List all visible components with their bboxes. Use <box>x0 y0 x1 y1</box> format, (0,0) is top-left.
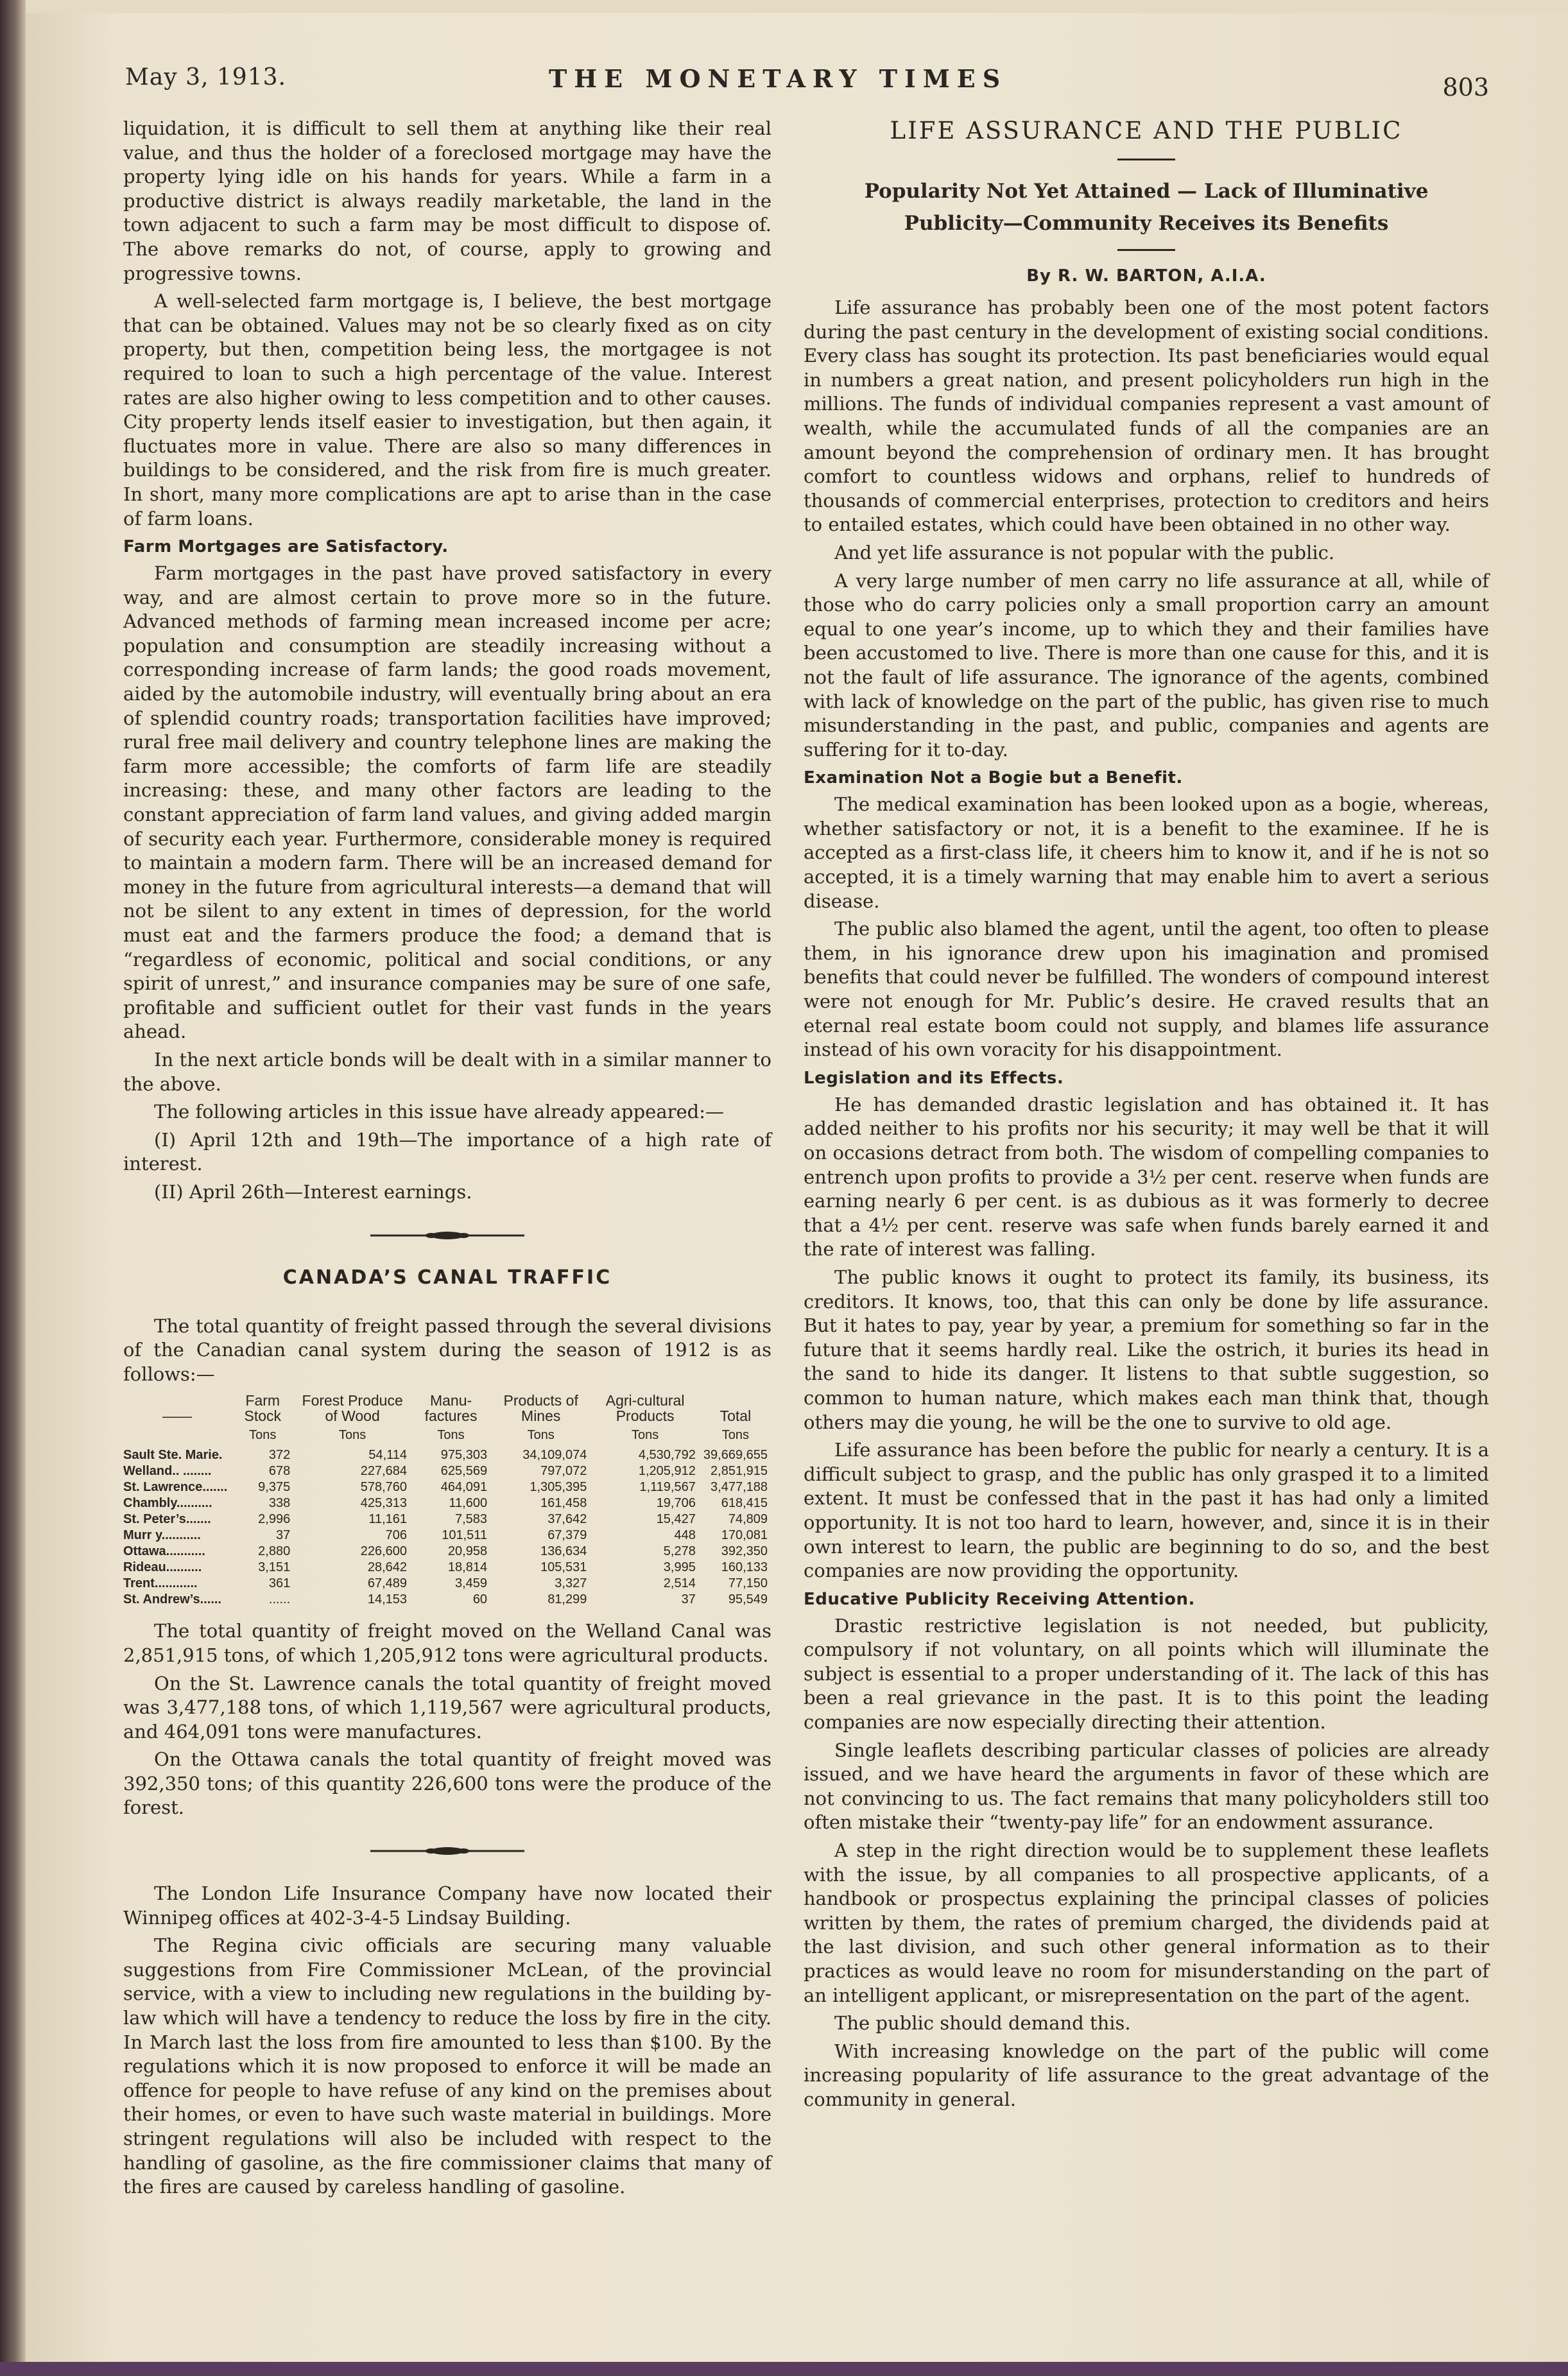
table-row <box>123 1560 771 1576</box>
paragraph: The Regina civic officials are securing many valuable suggestions from Fire Commissioner McLean, of the provincial service, with a view to including new regulations in the building by-law which will have a tendency to reduce the loss by fire in the city. In March last the loss from fire amounted to less than $100. By the regulations which it is now proposed to enforce it will be made an offence for people to have refuse of any kind on the premises about their homes, or even to have such waste material in buildings. More stringent regulations will also be included with respect to the handling of gasoline, as the fire commissioner claims that many of the fires are caused by careless handling of gasoline. <box>123 1934 771 2198</box>
table-cell: 625,569 <box>440 1464 488 1479</box>
table-cell: 95,549 <box>728 1592 768 1607</box>
canal-name-cell: Trent............ <box>123 1576 198 1591</box>
table-cell: 28,642 <box>367 1560 408 1575</box>
unit-cell: Tons <box>437 1428 465 1443</box>
paragraph: The total quantity of freight passed through the several divisions of the Canadian canal system during the season of 1912 is as follows:— <box>123 1314 771 1385</box>
table-cell: 448 <box>674 1528 696 1543</box>
table-cell: 136,634 <box>540 1544 587 1559</box>
table-cell: 372 <box>268 1448 291 1463</box>
unit-cell <box>123 1427 231 1447</box>
article-title: LIFE ASSURANCE AND THE PUBLIC <box>890 117 1403 144</box>
canal-name-cell: St. Andrew’s...... <box>123 1592 221 1607</box>
paragraph: liquidation, it is difficult to sell them at anything like their real value, and thus the holder of a foreclosed mortgage may have the property lying idle on his hands for years. While a farm in a productive district is always readily marketable, the land in the town adjacent to such a farm may be most difficult to dispose of. The above remarks do not, of course, apply to growing and progressive towns. <box>123 117 771 284</box>
unit-cell: Tons <box>527 1428 555 1443</box>
table-units-row <box>123 1427 771 1447</box>
paragraph: On the St. Lawrence canals the total quantity of freight moved was 3,477,188 tons, of which 1,119,567 were agricultural products, and 464,091 tons were manufactures. <box>123 1672 771 1743</box>
table-cell: 14,153 <box>367 1592 408 1607</box>
issue-date: May 3, 1913. <box>125 64 286 90</box>
table-row <box>123 1576 771 1592</box>
table-cell: 678 <box>268 1464 291 1479</box>
paragraph: Drastic restrictive legislation is not needed, but publicity, compulsory if not voluntary, on all points which will illuminate the subject is essential to a proper understanding of it. The lack of this has been a real grievance in the past. It is to this point the leading companies are now especially directing their attention. <box>804 1614 1489 1734</box>
canal-traffic-table <box>123 1393 771 1608</box>
table-cell: 54,114 <box>368 1448 408 1463</box>
table-cell: 74,809 <box>728 1512 768 1527</box>
table-cell: 361 <box>268 1576 291 1591</box>
table-cell: 7,583 <box>455 1512 488 1527</box>
table-cell: 3,995 <box>663 1560 696 1575</box>
paragraph: (I) April 12th and 19th—The importance of a high rate of interest. <box>123 1128 771 1175</box>
table-row <box>123 1511 771 1528</box>
binding-spine <box>0 0 26 2376</box>
table-cell: 18,814 <box>447 1560 488 1575</box>
subtitle-rule <box>1117 249 1175 251</box>
table-cell: 11,161 <box>368 1512 408 1527</box>
canal-name-cell: Welland.. ........ <box>123 1464 212 1479</box>
table-cell: 3,151 <box>258 1560 291 1575</box>
table-cell: 3,477,188 <box>711 1480 768 1495</box>
table-cell: 39,669,655 <box>703 1448 768 1463</box>
table-cell: 37,642 <box>547 1512 587 1527</box>
article-subtitle-line1: Popularity Not Yet Attained — Lack of Illuminative <box>864 180 1429 203</box>
canal-traffic-heading: CANADA’S CANAL TRAFFIC <box>282 1266 612 1289</box>
table-row <box>123 1592 771 1608</box>
table-cell: 2,880 <box>258 1544 291 1559</box>
table-cell: 706 <box>385 1528 408 1543</box>
table-cell: 1,205,912 <box>638 1464 696 1479</box>
canal-name-cell: Chambly.......... <box>123 1496 212 1511</box>
table-cell: 618,415 <box>721 1496 768 1511</box>
column-header: Products of Mines <box>503 1392 578 1425</box>
newspaper-page <box>26 13 1568 2376</box>
table-row <box>123 1447 771 1463</box>
examination-heading: Examination Not a Bogie but a Benefit. <box>804 768 1183 788</box>
paragraph: Single leaflets describing particular classes of policies are already issued, and we have heard the arguments in favor of these which are not convincing to us. The fact remains that many policyholders still too often mistake their “twenty-pay life” for an endowment assurance. <box>804 1739 1489 1834</box>
column-header: Total <box>719 1408 752 1425</box>
table-cell: 60 <box>472 1592 488 1607</box>
table-cell: 1,119,567 <box>639 1480 696 1495</box>
paragraph: Life assurance has been before the public for nearly a century. It is a difficult subject to grasp, and the public has only grasped it to a limited extent. It must be confessed that in the past it has had only a limited opportunity. It is not too hard to learn, however, and, since it is in their own interest to learn, the public are beginning to do so, and the best companies are now providing the opportunity. <box>804 1439 1489 1582</box>
paragraph: In the next article bonds will be dealt with in a similar manner to the above. <box>123 1048 771 1095</box>
left-column <box>123 117 771 2203</box>
column-header: Forest Produce of Wood <box>302 1392 403 1425</box>
paragraph: The public should demand this. <box>834 2012 1131 2035</box>
table-cell: 3,327 <box>555 1576 587 1591</box>
table-row <box>123 1528 771 1544</box>
table-cell: 161,458 <box>540 1496 587 1511</box>
page-header <box>125 64 1489 103</box>
table-cell: 1,305,395 <box>530 1480 587 1495</box>
table-cell: 67,489 <box>367 1576 408 1591</box>
paragraph: The following articles in this issue have already appeared:— <box>154 1101 724 1123</box>
canal-name-cell: Ottawa........... <box>123 1544 205 1559</box>
table-cell: 37 <box>681 1592 696 1607</box>
paragraph: With increasing knowledge on the part of the public will come increasing popularity of life assurance to the great advantage of the community in general. <box>804 2040 1489 2110</box>
table-cell: 105,531 <box>540 1560 587 1575</box>
paragraph: The total quantity of freight moved on the Welland Canal was 2,851,915 tons, of which 1,205,912 tons were agricultural products. <box>123 1620 771 1666</box>
byline: By R. W. BARTON, A.I.A. <box>1026 266 1266 286</box>
table-cell: 37 <box>275 1528 291 1543</box>
table-cell: 338 <box>268 1496 291 1511</box>
paragraph: The London Life Insurance Company have now located their Winnipeg offices at 402-3-4-5 Lindsay Building. <box>123 1882 771 1929</box>
article-subtitle-line2: Publicity—Community Receives its Benefits <box>904 212 1389 235</box>
table-cell: 464,091 <box>440 1480 488 1495</box>
paragraph: The public knows it ought to protect its family, its business, its creditors. It knows, too, that this can only be done by life assurance. But it hates to pay, year by year, a premium for something so far in the future that it seems hardly real. Like the ostrich, it buries its head in the sand to hide its danger. It listens to that subtle suggestion, so common to human nature, which makes each man think that, though others may die young, he will be the one to survive to old age. <box>804 1266 1489 1433</box>
column-header: Manu-factures <box>424 1392 478 1425</box>
paragraph: Farm mortgages in the past have proved satisfactory in every way, and are almost certain to prove more so in the future. Advanced methods of farming mean increased income per acre; population and consumption are steadily increasing without a corresponding increase of farm lands; the good roads movement, aided by the automobile industry, will eventually bring about an era of splendid country roads; transportation facilities have improved; rural free mail delivery and country telephone lines are making the farm more accessible; the comforts of farm life are steadily increasing: these, and many other factors are leading to the constant appreciation of farm land values, and giving added margin of security each year. Furthermore, considerable money is required to maintain a modern farm. There will be an increased demand for money in the future from agricultural interests—a demand that will not be silent to any extent in times of depression, for the world must eat and the farmers produce the food; a demand that is “regardless of economic, political and social conditions, or any spirit of unrest,” and insurance companies may be sure of one safe, profitable and sufficient outlet for their vast funds in the years ahead. <box>123 562 771 1043</box>
table-row <box>123 1463 771 1479</box>
table-cell: 226,600 <box>360 1544 408 1559</box>
table-cell: 9,375 <box>258 1480 291 1495</box>
farm-mortgages-heading: Farm Mortgages are Satisfactory. <box>123 537 449 557</box>
canal-name-cell: St. Peter’s....... <box>123 1512 211 1527</box>
unit-cell: Tons <box>339 1428 366 1443</box>
paragraph: (II) April 26th—Interest earnings. <box>154 1180 472 1203</box>
table-row <box>123 1479 771 1495</box>
table-cell: 797,072 <box>540 1464 587 1479</box>
table-cell: 81,299 <box>547 1592 587 1607</box>
table-cell: 20,958 <box>447 1544 488 1559</box>
table-row <box>123 1544 771 1560</box>
table-cell: 160,133 <box>721 1560 768 1575</box>
table-cell: ...... <box>268 1592 291 1607</box>
table-cell: 77,150 <box>728 1576 768 1591</box>
page-number: 803 <box>1442 73 1489 101</box>
canal-name-cell: St. Lawrence....... <box>123 1480 228 1495</box>
table-header-row <box>123 1393 771 1427</box>
table-cell: 227,684 <box>360 1464 408 1479</box>
ornament-divider <box>370 1846 524 1856</box>
table-cell: 34,109,074 <box>522 1448 587 1463</box>
canal-name-cell: Sault Ste. Marie. <box>123 1448 223 1463</box>
table-cell: 11,600 <box>449 1496 488 1511</box>
column-header: Agri-cultural Products <box>605 1392 685 1425</box>
paragraph: The public also blamed the agent, until the agent, too often to please them, in his ignorance drew upon his imagination and promised benefits that could never be fulfilled. The wonders of compound interest were not enough for Mr. Public’s desire. He craved results that an eternal real estate boom could not supply, and blames life assurance instead of his own voracity for his disappointment. <box>804 918 1489 1061</box>
right-column <box>804 117 1489 2116</box>
table-cell: 975,303 <box>440 1448 488 1463</box>
bottom-edge <box>0 2362 1568 2376</box>
ornament-divider <box>370 1230 524 1241</box>
canal-name-cell: Murr y........... <box>123 1528 201 1543</box>
unit-cell: Tons <box>631 1428 659 1443</box>
paragraph: Life assurance has probably been one of the most potent factors during the past century in the development of existing social conditions. Every class has sought its protection. Its past beneficiaries would equal in numbers a great nation, and present policyholders run high in the millions. The funds of individual companies represent a vast amount of wealth, while the accumulated funds of all the companies are an amount beyond the comprehension of ordinary men. It has brought comfort to countless widows and orphans, relief to hundreds of thousands of commercial enterprises, protection to creditors and heirs to entailed estates, which could have been obtained in no other way. <box>804 297 1489 536</box>
paragraph: He has demanded drastic legislation and has obtained it. It has added neither to his profits nor his security; it may well be that it will on occasions detract from both. The wisdom of compelling companies to entrench upon profits to provide a 3½ per cent. reserve when funds are earning nearly 6 per cent. is as dubious as it was formerly to decree that a 4½ per cent. reserve was safe when funds barely earned it and the rate of interest was falling. <box>804 1093 1489 1261</box>
table-cell: 2,996 <box>258 1512 291 1527</box>
paragraph: The medical examination has been looked upon as a bogie, whereas, whether satisfactory or not, it is a benefit to the examinee. If he is accepted as a first-class life, it cheers him to know it, and if he is not so accepted, it is a timely warning that may enable him to avert a serious disease. <box>804 793 1489 912</box>
table-cell: 392,350 <box>721 1544 768 1559</box>
table-cell: 3,459 <box>455 1576 488 1591</box>
column-header: —— <box>162 1408 193 1425</box>
canal-name-cell: Rideau.......... <box>123 1560 202 1575</box>
paragraph: On the Ottawa canals the total quantity of freight moved was 392,350 tons; of this quantity 226,600 tons were the produce of the forest. <box>123 1748 771 1819</box>
unit-cell: Tons <box>721 1428 750 1443</box>
table-cell: 15,427 <box>656 1512 696 1527</box>
table-cell: 5,278 <box>663 1544 696 1559</box>
legislation-heading: Legislation and its Effects. <box>804 1068 1064 1088</box>
table-cell: 19,706 <box>656 1496 696 1511</box>
table-cell: 101,511 <box>442 1528 488 1543</box>
table-cell: 170,081 <box>721 1528 768 1543</box>
paragraph: A well-selected farm mortgage is, I believe, the best mortgage that can be obtained. Values may not be so clearly fixed as on city property, but then, competition being less, the mortgagee is not required to loan to such a high percentage of the value. Interest rates are also higher owing to less competition and to other causes. City property lends itself easier to investigation, but then again, it fluctuates more in value. There are also so many differences in buildings to be considered, and the risk from fire is much greater. In short, many more complications are apt to arise than in the case of farm loans. <box>123 290 771 529</box>
paragraph: And yet life assurance is not popular with the public. <box>834 541 1335 564</box>
table-cell: 4,530,792 <box>638 1448 696 1463</box>
publicity-heading: Educative Publicity Receiving Attention. <box>804 1589 1195 1609</box>
table-cell: 425,313 <box>360 1496 408 1511</box>
table-cell: 578,760 <box>360 1480 408 1495</box>
paragraph: A very large number of men carry no life assurance at all, while of those who do carry policies only a small proportion carry an amount equal to one year’s income, up to which they and their families have been accustomed to live. There is more than one cause for this, and it is not the fault of life assurance. The ignorance of the agents, combined with lack of knowledge on the part of the public, has given rise to much misunderstanding in the past, and public, companies and agents are suffering for it to-day. <box>804 569 1489 761</box>
publication-title: THE MONETARY TIMES <box>549 64 1008 93</box>
unit-cell: Tons <box>249 1428 277 1443</box>
table-cell: 2,514 <box>663 1576 696 1591</box>
paragraph: A step in the right direction would be to supplement these leaflets with the issue, by all companies to all prospective applicants, of a handbook or prospectus explaining the principal classes of policies written by them, the rates of premium charged, the dividends paid at the last division, and such other general information as to their practices as would leave no room for misunderstanding on the part of an intelligent applicant, or misrepresentation on the part of the agent. <box>804 1839 1489 2006</box>
table-cell: 67,379 <box>547 1528 587 1543</box>
table-cell: 2,851,915 <box>711 1464 768 1479</box>
title-rule <box>1117 159 1175 160</box>
table-row <box>123 1495 771 1511</box>
column-header: Farm Stock <box>244 1392 282 1425</box>
